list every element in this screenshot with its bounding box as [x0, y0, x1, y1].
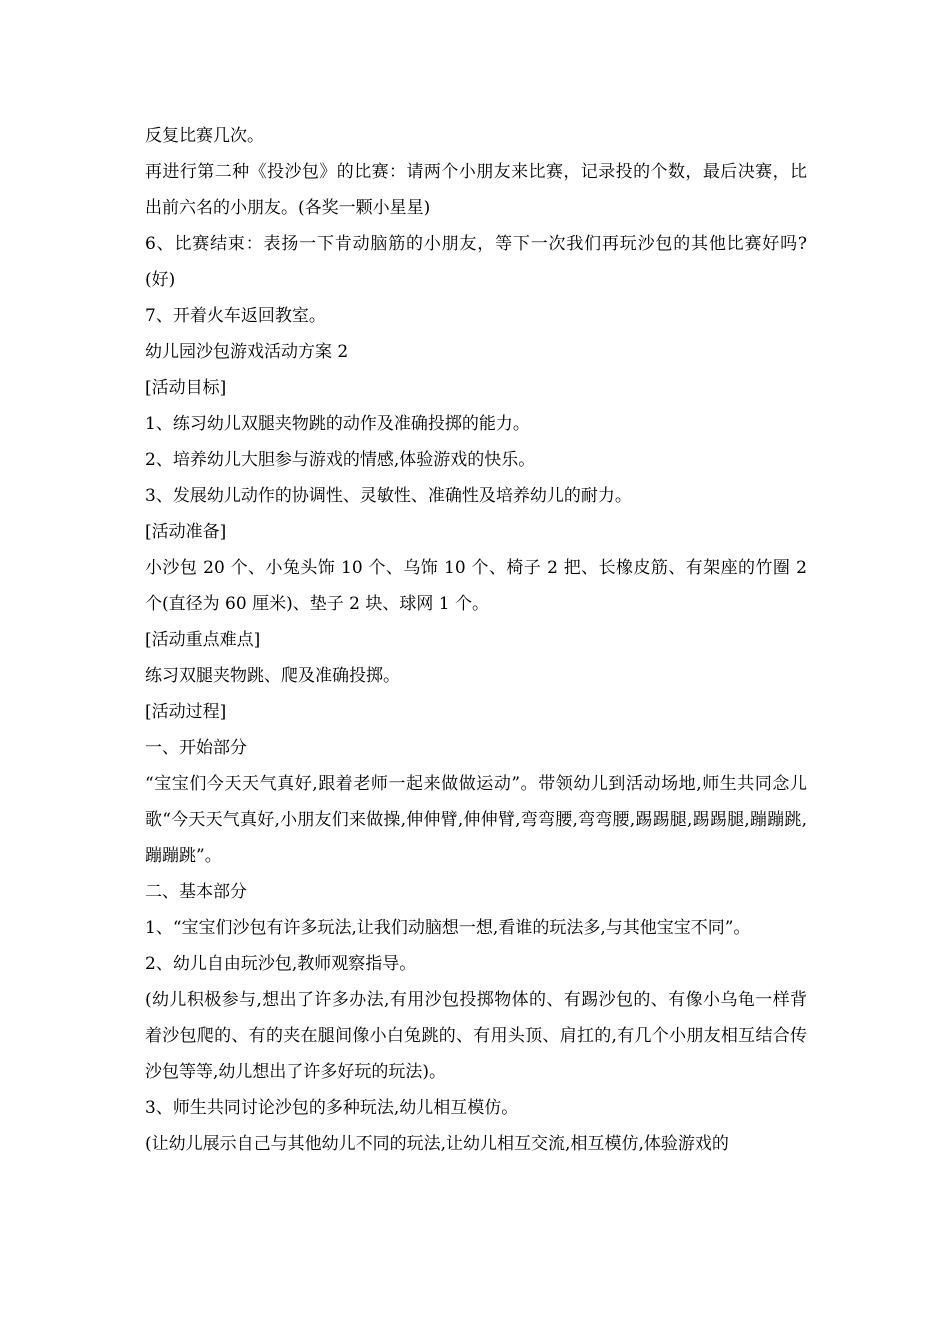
paragraph: 2、幼儿自由玩沙包,教师观察指导。	[145, 954, 417, 974]
paragraph: 3、师生共同讨论沙包的多种玩法,幼儿相互模仿。	[145, 1098, 519, 1118]
paragraph: (让幼儿展示自己与其他幼儿不同的玩法,让幼儿相互交流,相互模仿,体验游戏的	[145, 1134, 729, 1154]
paragraph: 2、培养幼儿大胆参与游戏的情感,体验游戏的快乐。	[145, 450, 536, 470]
section-heading: [活动准备]	[145, 522, 227, 542]
paragraph: 1、练习幼儿双腿夹物跳的动作及准确投掷的能力。	[145, 414, 530, 434]
section-heading: [活动过程]	[145, 702, 227, 722]
paragraph: “宝宝们今天天气真好,跟着老师一起来做做运动”。带领幼儿到活动场地,师生共同念儿歌“今天天气真好,小朋友们来做操,伸伸臂,伸伸臂,弯弯腰,弯弯腰,踢踢腿,踢踢腿,蹦蹦跳,蹦蹦跳”。	[145, 774, 807, 866]
section-title: 幼儿园沙包游戏活动方案 2	[145, 342, 349, 362]
paragraph: 练习双腿夹物跳、爬及准确投掷。	[145, 666, 400, 686]
paragraph: 7、开着火车返回教室。	[145, 306, 326, 326]
paragraph: 小沙包 20 个、小兔头饰 10 个、乌饰 10 个、椅子 2 把、长橡皮筋、有架座的竹圈 2 个(直径为 60 厘米)、垫子 2 块、球网 1 个。	[145, 558, 807, 614]
paragraph: 3、发展幼儿动作的协调性、灵敏性、准确性及培养幼儿的耐力。	[145, 486, 632, 506]
paragraph: 6、比赛结束：表扬一下肯动脑筋的小朋友，等下一次我们再玩沙包的其他比赛好吗?(好)	[145, 234, 807, 290]
section-heading: [活动目标]	[145, 378, 227, 398]
paragraph: 再进行第二种《投沙包》的比赛：请两个小朋友来比赛，记录投的个数，最后决赛，比出前六名的小朋友。(各奖一颗小星星)	[145, 162, 807, 218]
document-body	[145, 118, 807, 1162]
paragraph: 1、“宝宝们沙包有许多玩法,让我们动脑想一想,看谁的玩法多,与其他宝宝不同”。	[145, 918, 751, 938]
subsection-heading: 一、开始部分	[145, 738, 247, 758]
subsection-heading: 二、基本部分	[145, 882, 247, 902]
paragraph: (幼儿积极参与,想出了许多办法,有用沙包投掷物体的、有踢沙包的、有像小乌龟一样背着沙包爬的、有的夹在腿间像小白兔跳的、有用头顶、肩扛的,有几个小朋友相互结合传沙包等等,幼儿想出了许多好玩的玩法)。	[145, 990, 807, 1082]
section-heading: [活动重点难点]	[145, 630, 261, 650]
paragraph: 反复比赛几次。	[145, 126, 264, 146]
